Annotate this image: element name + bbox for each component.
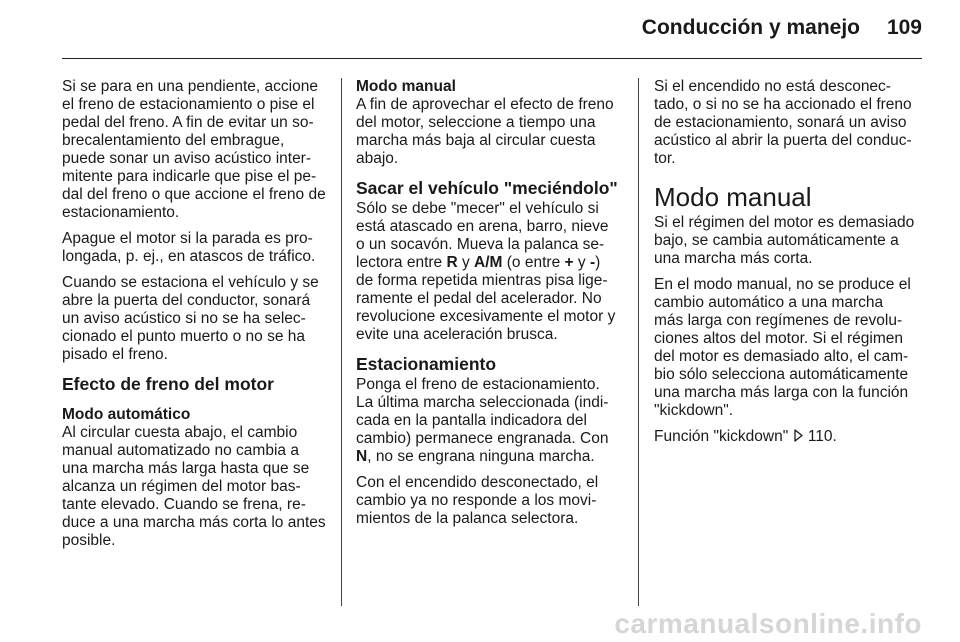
paragraph-ignition-off (356, 474, 624, 528)
gear-plus-label: + (564, 254, 574, 271)
text-line: dal del freno o que accione el freno de (62, 186, 326, 203)
paragraph-slope-stop (62, 78, 324, 222)
text-fragment: , no se engrana ninguna marcha. (367, 448, 595, 465)
text-line: Si el encendido no está desconec- (654, 78, 891, 95)
text-line: La última marcha seleccionada (indi- (356, 394, 609, 411)
text-line: ramente el pedal del acelerador. No (356, 290, 602, 307)
text-line: o un socavón. Mueva la palanca se- (356, 236, 605, 253)
text-line-kickdown (654, 428, 922, 447)
paragraph-parking (356, 376, 624, 466)
paragraph-parking-warning (62, 274, 324, 364)
text-line: de estacionamiento, sonará un aviso (654, 114, 907, 131)
text-line: Apague el motor si la parada es pro- (62, 230, 313, 247)
section-heading-rocking: Sacar el vehículo "meciéndolo" (356, 178, 618, 198)
text-line: está atascado en arena, barro, nieve (356, 218, 609, 235)
text-fragment: (o entre (502, 254, 565, 271)
text-line: cambio) permanece engranada. Con (356, 430, 609, 447)
paragraph-engine-off (62, 230, 324, 266)
text-line: "kickdown". (654, 402, 734, 419)
text-line: puede sonar un aviso acústico inter- (62, 150, 312, 167)
text-line: Si se para en una pendiente, accione (62, 78, 318, 95)
column-2 (356, 78, 624, 536)
text-line: brecalentamiento del embrague, (62, 132, 285, 149)
column-divider-1 (341, 78, 342, 606)
text-line: cambio ya no responde a los movi- (356, 492, 597, 509)
text-fragment: Función "kickdown" (654, 428, 793, 445)
section-heading-manual-mode: Modo manual (654, 182, 812, 212)
text-line: pedal del freno. A fin de evitar un so- (62, 114, 314, 131)
page-reference-arrow-icon (794, 429, 803, 447)
page-number: 109 (886, 16, 922, 39)
text-line: tado, o si no se ha accionado el freno (654, 96, 912, 113)
text-fragment: y (573, 254, 590, 271)
paragraph-manual-engine-brake (356, 96, 624, 168)
subheading-manual-mode: Modo manual (356, 78, 456, 95)
text-line-selector (356, 254, 624, 272)
text-line: revolucione excesivamente el motor y (356, 308, 616, 325)
text-line: Con el encendido desconectado, el (356, 474, 599, 491)
text-fragment: lectora entre (356, 254, 447, 271)
paragraph-automatic-mode (62, 424, 324, 550)
paragraph-ignition-warning (654, 78, 922, 168)
text-line: estacionamiento. (62, 204, 180, 221)
text-line-neutral (356, 448, 624, 466)
subheading-automatic-mode: Modo automático (62, 406, 191, 423)
paragraph-kickdown-ref (654, 428, 922, 447)
column-1 (62, 78, 324, 558)
text-line: abre la puerta del conductor, sonará (62, 292, 311, 309)
text-line: ciones altos del motor. Si el régimen (654, 330, 903, 347)
section-heading-parking: Estacionamiento (356, 354, 497, 374)
text-line: manual automatizado no cambia a (62, 442, 299, 459)
text-line: del motor es demasiado alto, el cam- (654, 348, 909, 365)
text-line: acústico al abrir la puerta del conduc- (654, 132, 912, 149)
gear-n-label: N (356, 448, 368, 465)
text-line: una marcha más corta. (654, 250, 813, 267)
text-line: bio sólo selecciona automáticamente (654, 366, 909, 383)
text-line: una marcha más larga con la función (654, 384, 909, 401)
page-reference-number[interactable]: 110. (803, 428, 837, 445)
text-line: En el modo manual, no se produce el (654, 276, 911, 293)
text-line: Ponga el freno de estacionamiento. (356, 376, 600, 393)
paragraph-low-rpm (654, 214, 922, 268)
text-line: abajo. (356, 150, 399, 167)
text-line: cionado el punto muerto o no se ha (62, 328, 306, 345)
text-fragment: y (457, 254, 475, 271)
column-3 (654, 78, 922, 455)
text-line: una marcha más larga hasta que se (62, 460, 310, 477)
text-line: del motor, seleccione a tiempo una (356, 114, 596, 131)
text-line: marcha más baja al circular cuesta (356, 132, 596, 149)
gear-minus-label: - (589, 254, 596, 271)
section-heading-engine-brake: Efecto de freno del motor (62, 374, 274, 394)
text-line: pisado el freno. (62, 346, 168, 363)
text-line: evite una aceleración brusca. (356, 326, 558, 343)
header-rule (62, 58, 922, 59)
watermark: carmanualsonline.info (614, 608, 922, 639)
text-line: tor. (654, 150, 676, 167)
column-divider-2 (638, 78, 639, 606)
text-line: más larga con regímenes de revolu- (654, 312, 903, 329)
text-line: mitente para indicarle que pise el pe- (62, 168, 317, 185)
text-line: bajo, se cambia automáticamente a (654, 232, 899, 249)
text-line: mientos de la palanca selectora. (356, 510, 579, 527)
text-line: posible. (62, 532, 116, 549)
gear-r-label: R (446, 254, 458, 271)
paragraph-high-rpm (654, 276, 922, 420)
text-line: tante elevado. Cuando se frena, re- (62, 496, 306, 513)
page-header-title: Conducción y manejo (641, 16, 860, 39)
text-line: Sólo se debe "mecer" el vehículo si (356, 200, 599, 217)
text-fragment: ) (595, 254, 601, 271)
text-line: Al circular cuesta abajo, el cambio (62, 424, 298, 441)
text-line: el freno de estacionamiento o pise el (62, 96, 315, 113)
text-line: cada en la pantalla indicadora del (356, 412, 587, 429)
text-line: alcanza un régimen del motor bas- (62, 478, 301, 495)
text-line: un aviso acústico si no se ha selec- (62, 310, 306, 327)
text-line: de forma repetida mientras pisa lige- (356, 272, 608, 289)
text-line: longada, p. ej., en atascos de tráfico. (62, 248, 316, 265)
paragraph-rocking (356, 200, 624, 344)
text-line: A fin de aprovechar el efecto de freno (356, 96, 614, 113)
gear-am-label: A/M (474, 254, 503, 271)
text-line: duce a una marcha más corta lo antes (62, 514, 326, 531)
text-line: cambio automático a una marcha (654, 294, 884, 311)
text-line: Cuando se estaciona el vehículo y se (62, 274, 319, 291)
text-line: Si el régimen del motor es demasiado (654, 214, 915, 231)
